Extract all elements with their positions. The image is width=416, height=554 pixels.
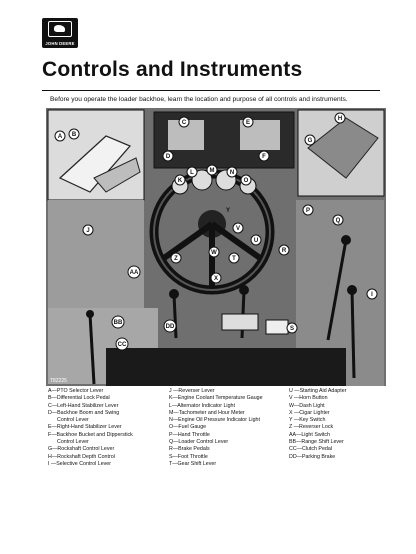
legend-item: C—Left-Hand Stabilizer Lever	[48, 402, 119, 409]
legend-item: I —Selective Control Lever	[48, 460, 112, 467]
page-title: Controls and Instruments	[42, 58, 303, 81]
legend-column-3	[289, 388, 346, 461]
callout-label: Z	[174, 256, 178, 262]
callout-label: H	[337, 116, 343, 122]
legend-item: O—Fuel Gauge	[169, 424, 207, 431]
callout-label: BB	[113, 320, 123, 326]
legend-item: Z —Reverser Lock	[289, 424, 334, 431]
legend-item: V —Horn Button	[289, 395, 328, 402]
callout-label: O	[243, 178, 249, 184]
legend-item: W—Dash Light	[289, 402, 325, 409]
callout-label: L	[190, 170, 194, 176]
callout-label: U	[253, 238, 259, 244]
callout-label: CC	[117, 342, 127, 348]
callout-label: E	[245, 120, 251, 126]
legend-item: Q—Loader Control Lever	[169, 439, 229, 446]
callout-label: AA	[129, 270, 139, 276]
logo-brand-text: JOHN DEERE	[45, 41, 75, 46]
legend-column-1	[48, 388, 133, 468]
callout-label: J	[86, 228, 90, 234]
legend-item: Y —Key Switch	[289, 417, 326, 424]
legend-item: R—Brake Pedals	[169, 446, 210, 453]
legend-item: B—Differential Lock Pedal	[48, 395, 110, 402]
callout-label: N	[229, 170, 235, 176]
callout-label: DD	[165, 324, 175, 330]
callout-label: F	[262, 154, 266, 160]
callout-label: I	[371, 292, 373, 298]
callout-label: K	[177, 178, 183, 184]
callout-label: Q	[335, 218, 341, 224]
legend-item: E—Right-Hand Stabilizer Lever	[48, 424, 122, 431]
callout-label: W	[211, 250, 217, 256]
callout-label: V	[235, 226, 241, 232]
legend-item: T—Gear Shift Lever	[169, 460, 217, 467]
callout-label: S	[289, 326, 295, 332]
callout-label: B	[71, 132, 77, 138]
john-deere-logo	[42, 18, 78, 48]
legend-item: J —Reverser Lever	[169, 388, 215, 394]
figure-id: T82225	[50, 378, 67, 384]
callout-label: T	[232, 256, 236, 262]
callout-label: A	[57, 134, 63, 140]
title-rule	[42, 90, 380, 91]
callout-label: X	[213, 276, 219, 282]
intro-text: Before you operate the loader backhoe, learn the location and purpose of all controls and instruments.	[50, 96, 348, 103]
legend-item: D—Backhoe Boom and Swing	[48, 409, 120, 416]
callout-label: G	[307, 138, 313, 144]
legend-column-2	[169, 388, 263, 468]
legend-item: X —Cigar Lighter	[289, 409, 330, 416]
legend-item: K—Engine Coolant Temperature Gauge	[169, 395, 263, 402]
legend-item: U —Starting Aid Adapter	[289, 388, 347, 394]
legend-item: Control Lever	[57, 417, 89, 424]
legend-item: L—Alternator Indicator Light	[169, 402, 235, 409]
legend-item: DD—Parking Brake	[289, 453, 336, 460]
legend-item: A—PTO Selector Lever	[48, 388, 104, 394]
callout-label: R	[281, 248, 287, 254]
callout-label: C	[181, 120, 187, 126]
deer-logo-icon	[48, 21, 72, 37]
legend-item: P—Hand Throttle	[169, 431, 210, 438]
legend-item: F—Backhoe Bucket and Dipperstick	[48, 431, 133, 438]
callout-label: Y	[225, 208, 231, 214]
callout-label: M	[209, 168, 215, 174]
legend-item: CC—Clutch Pedal	[289, 446, 332, 453]
legend-item: M—Tachometer and Hour Meter	[169, 409, 245, 416]
legend-item: Control Lever	[57, 439, 89, 446]
controls-illustration	[46, 108, 386, 386]
legend-item: S—Foot Throttle	[169, 453, 208, 460]
callout-label: D	[165, 154, 171, 160]
legend-item: N—Engine Oil Pressure Indicator Light	[169, 417, 260, 424]
legend-item: H—Rockshaft Depth Control	[48, 453, 115, 460]
legend-item: AA—Light Switch	[289, 431, 330, 438]
legend-item: BB—Range Shift Lever	[289, 439, 344, 446]
legend-item: G—Rockshaft Control Lever	[48, 446, 115, 453]
callout-label: P	[305, 208, 311, 214]
